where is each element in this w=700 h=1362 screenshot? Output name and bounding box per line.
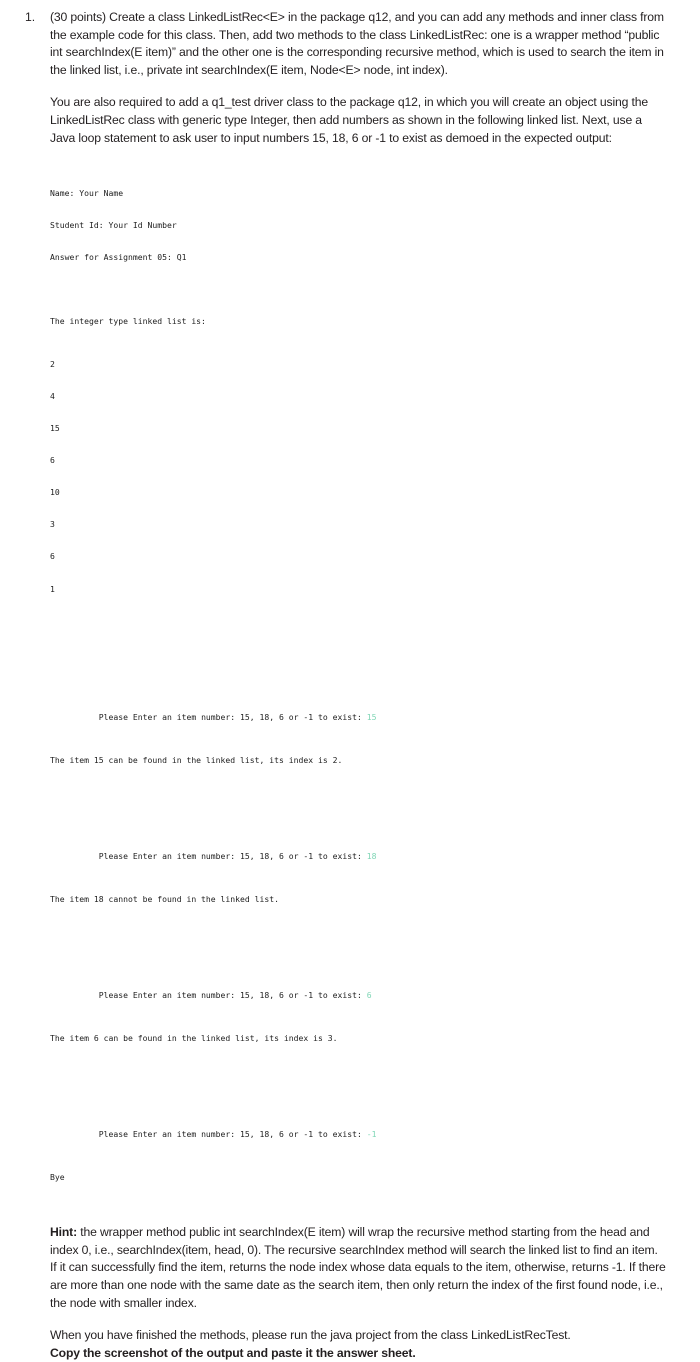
console-list-value: 2 xyxy=(50,358,55,369)
console-prompt-line xyxy=(50,980,666,1012)
console-list-value: 3 xyxy=(50,519,55,530)
console-spacer xyxy=(50,658,666,669)
console-user-input: -1 xyxy=(366,1129,377,1140)
question-number: 1. xyxy=(25,10,36,24)
console-list-value: 10 xyxy=(50,487,60,498)
hint-text: the wrapper method public int searchIndex(E item) will wrap the recursive method starting from the head and index 0, i.e., searchIndex(item, head, 0). The recursive searchIndex method will search the linked list to find an item. If it can successfully find the item, returns the node index whose data equals to the item, otherwise, returns -1. If there are more than one node with the same date as the search item, then only return the index of the first found node, i.e., the node with smaller index. xyxy=(50,1225,666,1310)
console-answer-line: Answer for Assignment 05: Q1 xyxy=(50,251,187,262)
console-list-value: 1 xyxy=(50,583,55,594)
console-spacer xyxy=(50,798,666,809)
console-prompt-line xyxy=(50,1119,666,1151)
console-spacer xyxy=(50,626,666,637)
console-spacer xyxy=(50,1076,666,1087)
console-result-line: Bye xyxy=(50,1172,65,1183)
console-name-line: Name: Your Name xyxy=(50,187,124,198)
console-list-value: 6 xyxy=(50,551,55,562)
console-spacer xyxy=(50,284,666,295)
console-result-line: The item 15 can be found in the linked list, its index is 2. xyxy=(50,754,343,765)
submit-instruction-line: Copy the screenshot of the output and paste it the answer sheet. xyxy=(50,1345,416,1360)
question-body xyxy=(50,9,666,1362)
console-user-input: 18 xyxy=(366,851,377,862)
hint-label: Hint: xyxy=(50,1225,77,1240)
console-result-line: The item 6 can be found in the linked list, its index is 3. xyxy=(50,1033,338,1044)
question-paragraph-2: You are also required to add a q1_test driver class to the package q12, in which you will create an object using the LinkedListRec class with generic type Integer, then add numbers as shown in the following linked list. Next, use a Java loop statement to ask user to input numbers 15, 18, 6 or -1 to exist as demoed in the expected output: xyxy=(50,95,648,145)
console-prompt-text: Please Enter an item number: 15, 18, 6 or -1 to exist: xyxy=(98,990,367,1001)
question-paragraph-1: (30 points) Create a class LinkedListRec<E> in the package q12, and you can add any methods and inner class from the example code for this class. Then, add two methods to the class LinkedListRec: one is a wrapper method “public int searchIndex(E item)” and the other one is the corresponding recursive method, which is used to search the item in the linked list, i.e., private int searchIndex(E item, Node<E> node, int index). xyxy=(50,10,664,77)
console-list-value: 4 xyxy=(50,390,55,401)
console-user-input: 15 xyxy=(366,711,377,722)
hint-paragraph xyxy=(50,1224,666,1312)
console-prompt-text: Please Enter an item number: 15, 18, 6 or -1 to exist: xyxy=(98,851,367,862)
console-student-id-line: Student Id: Your Id Number xyxy=(50,219,177,230)
run-instruction-line: When you have finished the methods, please run the java project from the class LinkedListRecTest. xyxy=(50,1328,571,1343)
console-prompt-line xyxy=(50,701,666,733)
console-prompt-text: Please Enter an item number: 15, 18, 6 or -1 to exist: xyxy=(98,711,367,722)
console-prompt-text: Please Enter an item number: 15, 18, 6 or -1 to exist: xyxy=(98,1129,367,1140)
console-prompt-line xyxy=(50,840,666,872)
console-list-label: The integer type linked list is: xyxy=(50,315,206,326)
console-result-line: The item 18 cannot be found in the linked list. xyxy=(50,893,280,904)
expected-output-console xyxy=(50,166,666,1204)
console-spacer xyxy=(50,937,666,948)
console-list-value: 15 xyxy=(50,423,60,434)
console-list-value: 6 xyxy=(50,455,55,466)
console-user-input: 6 xyxy=(366,990,372,1001)
